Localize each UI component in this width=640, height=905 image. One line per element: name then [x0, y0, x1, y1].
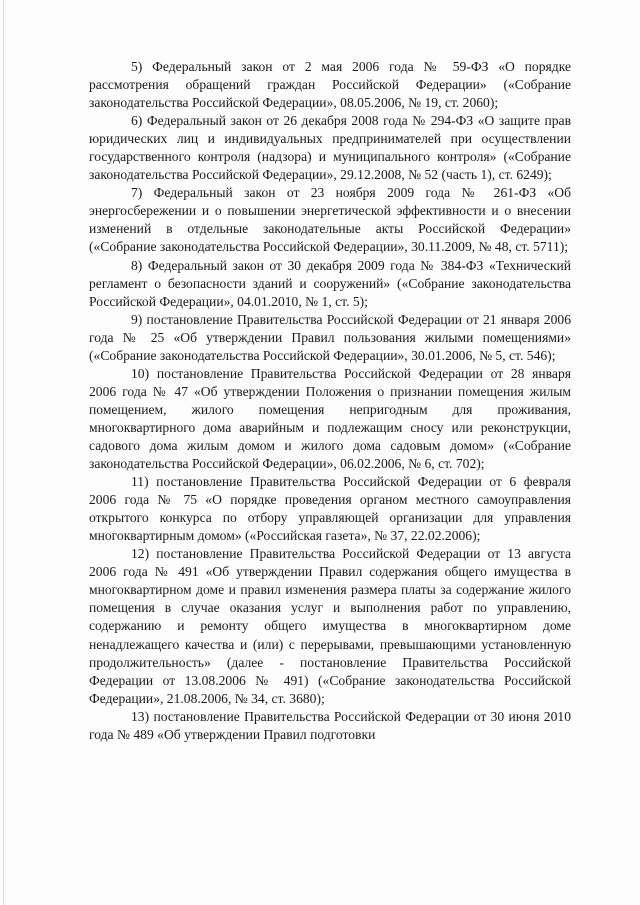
paragraph-text: Федеральный закон от 23 ноября 2009 года № 261-ФЗ «Об энергосбережении и о повышении энергетической эффективности и о внесении изменений в отдельные законодательные акты Российской Федерации» («Собрание законодательства Российской Федерации», 30.11.2009, № 48, ст. 5711);	[89, 185, 571, 255]
paragraph-text: Федеральный закон от 2 мая 2006 года № 59-ФЗ «О порядке рассмотрения обращений граждан Российской Федерации» («Собрание законодательства Российской Федерации», 08.05.2006, № 19, ст. 2060);	[89, 59, 571, 111]
paragraph-10	[89, 365, 571, 473]
paragraph-number: 11)	[131, 474, 149, 490]
paragraph-number: 6)	[131, 113, 143, 129]
paragraph-text: постановление Правительства Российской Федерации от 13 августа 2006 года № 491 «Об утверждении Правил содержания общего имущества в многоквартирном доме и правил изменения размера платы за содержание жилого помещения в случае оказания услуг и выполнения работ по управлению, содержанию и ремонту общего имущества в многоквартирном доме ненадлежащего качества и (или) с перерывами, превышающими установленную продолжительность» (далее - постановление Правительства Российской Федерации от 13.08.2006 № 491) («Собрание законодательства Российской Федерации», 21.08.2006, № 34, ст. 3680);	[89, 546, 571, 706]
paragraph-number: 9)	[131, 311, 143, 327]
paragraph-8	[89, 257, 571, 311]
paragraph-text: постановление Правительства Российской Федерации от 30 июня 2010 года № 489 «Об утверждении Правил подготовки	[89, 708, 571, 742]
paragraph-7	[89, 184, 571, 256]
paragraph-text: постановление Правительства Российской Федерации от 21 января 2006 года № 25 «Об утверждении Правил пользования жилыми помещениями» («Собрание законодательства Российской Федерации», 30.01.2006, № 5, ст. 546);	[89, 311, 571, 363]
paragraph-11	[89, 473, 571, 545]
page-edge	[3, 0, 4, 905]
paragraph-number: 8)	[131, 257, 143, 273]
paragraph-number: 5)	[131, 59, 143, 74]
paragraph-5	[89, 58, 571, 112]
paragraph-6	[89, 112, 571, 184]
paragraph-text: Федеральный закон от 30 декабря 2009 года № 384-ФЗ «Технический регламент о безопасности зданий и сооружений» («Собрание законодательства Российской Федерации», 04.01.2010, № 1, ст. 5);	[89, 257, 571, 309]
paragraph-12	[89, 545, 571, 707]
paragraph-number: 13)	[131, 708, 150, 724]
paragraph-text: постановление Правительства Российской Федерации от 28 января 2006 года № 47 «Об утверждении Положения о признании помещения жилым помещением, жилого помещения непригодным для проживания, многоквартирного дома аварийным и подлежащим сносу или реконструкции, садового дома жилым домом и жилого дома садовым домом» («Собрание законодательства Российской Федерации», 06.02.2006, № 6, ст. 702);	[89, 365, 571, 472]
paragraph-text: постановление Правительства Российской Федерации от 6 февраля 2006 года № 75 «О порядке проведения органом местного самоуправления открытого конкурса по отбору управляющей организации для управления многоквартирным домом» («Российская газета», № 37, 22.02.2006);	[89, 474, 571, 544]
paragraph-9	[89, 311, 571, 365]
document-body	[89, 58, 571, 744]
paragraph-number: 12)	[131, 546, 150, 562]
paragraph-number: 7)	[131, 185, 143, 201]
paragraph-number: 10)	[131, 365, 150, 381]
paragraph-text: Федеральный закон от 26 декабря 2008 года № 294-ФЗ «О защите прав юридических лиц и индивидуальных предпринимателей при осуществлении государственного контроля (надзора) и муниципального контроля» («Собрание законодательства Российской Федерации», 29.12.2008, № 52 (часть 1), ст. 6249);	[89, 113, 572, 183]
paragraph-13	[89, 708, 571, 744]
